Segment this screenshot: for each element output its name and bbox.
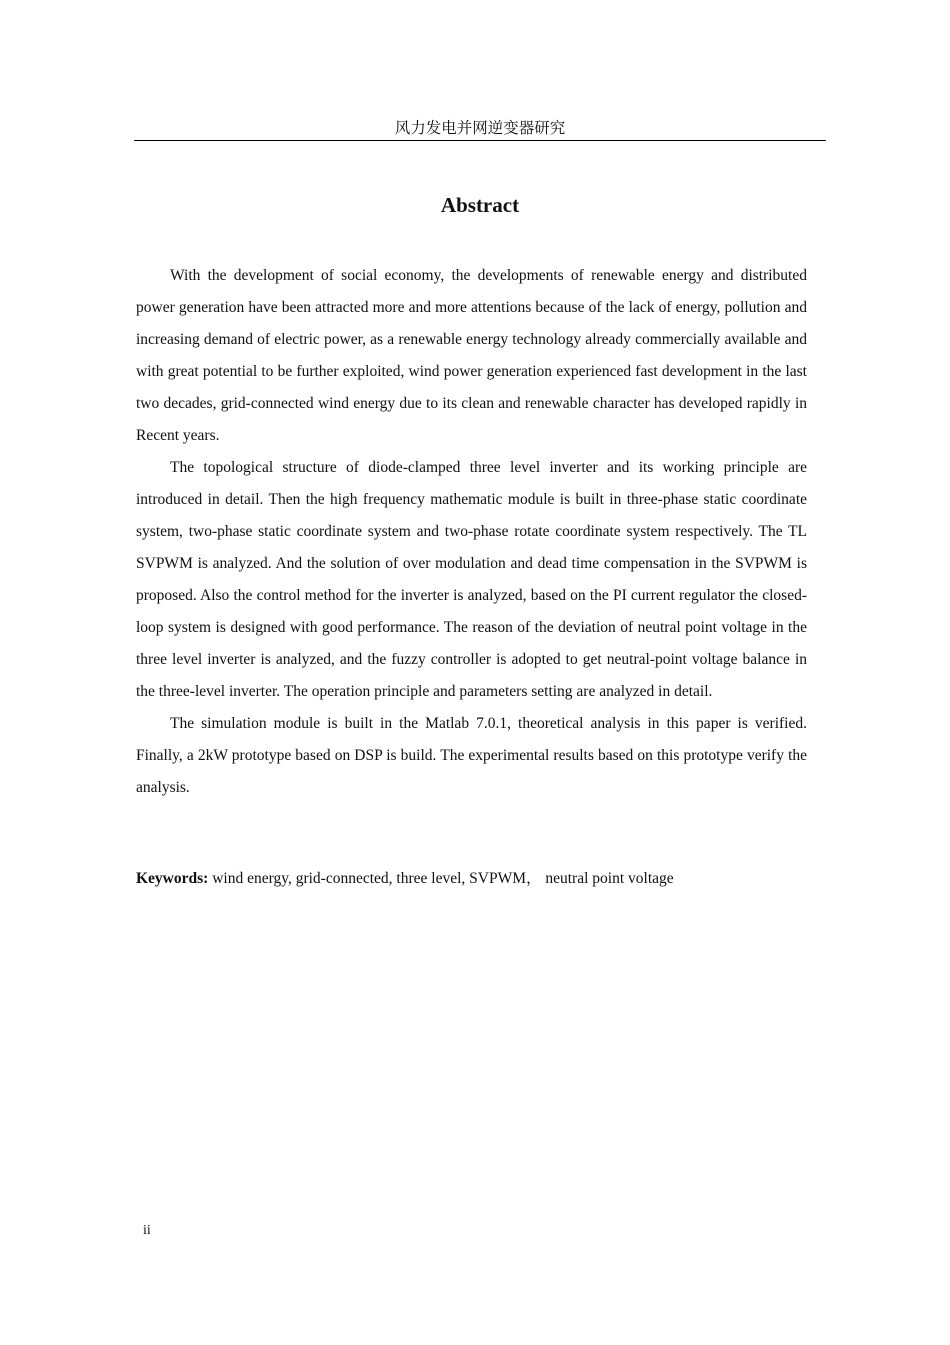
abstract-paragraph-2: The topological structure of diode-clamped three level inverter and its working principle are introduced in detail. Then the high frequency mathematic module is built in three-phase static coordinate system, two-phase static coordinate system and two-phase rotate coordinate system respectively. The TL SVPWM is analyzed. And the solution of over modulation and dead time compensation in the SVPWM is proposed. Also the control method for the inverter is analyzed, based on the PI current regulator the closed-loop system is designed with good performance. The reason of the deviation of neutral point voltage in the three level inverter is analyzed, and the fuzzy controller is adopted to get neutral-point voltage balance in the three-level inverter. The operation principle and parameters setting are analyzed in detail. [136,459,807,700]
abstract-title: Abstract [440,193,520,217]
running-header: 风力发电并网逆变器研究 [394,119,566,137]
abstract-paragraph-1: With the development of social economy, the developments of renewable energy and distributed power generation have been attracted more and more attentions because of the lack of energy, pollution and increasing demand of electric power, as a renewable energy technology already commercially available and with great potential to be further exploited, wind power generation experienced fast development in the last two decades, grid-connected wind energy due to its clean and renewable character has developed rapidly in Recent years. [136,267,807,444]
abstract-paragraph-3: The simulation module is built in the Matlab 7.0.1, theoretical analysis in this paper is verified. Finally, a 2kW prototype based on DSP is build. The experimental results based on this prototype verify the analysis. [136,715,807,796]
keywords-label: Keywords: [136,870,209,887]
keywords-line [136,864,807,894]
abstract-body [136,260,807,804]
keywords-text: wind energy, grid-connected, three level, SVPWM， neutral point voltage [208,870,674,887]
page-number: ii [143,1223,151,1238]
header-rule [134,140,826,141]
